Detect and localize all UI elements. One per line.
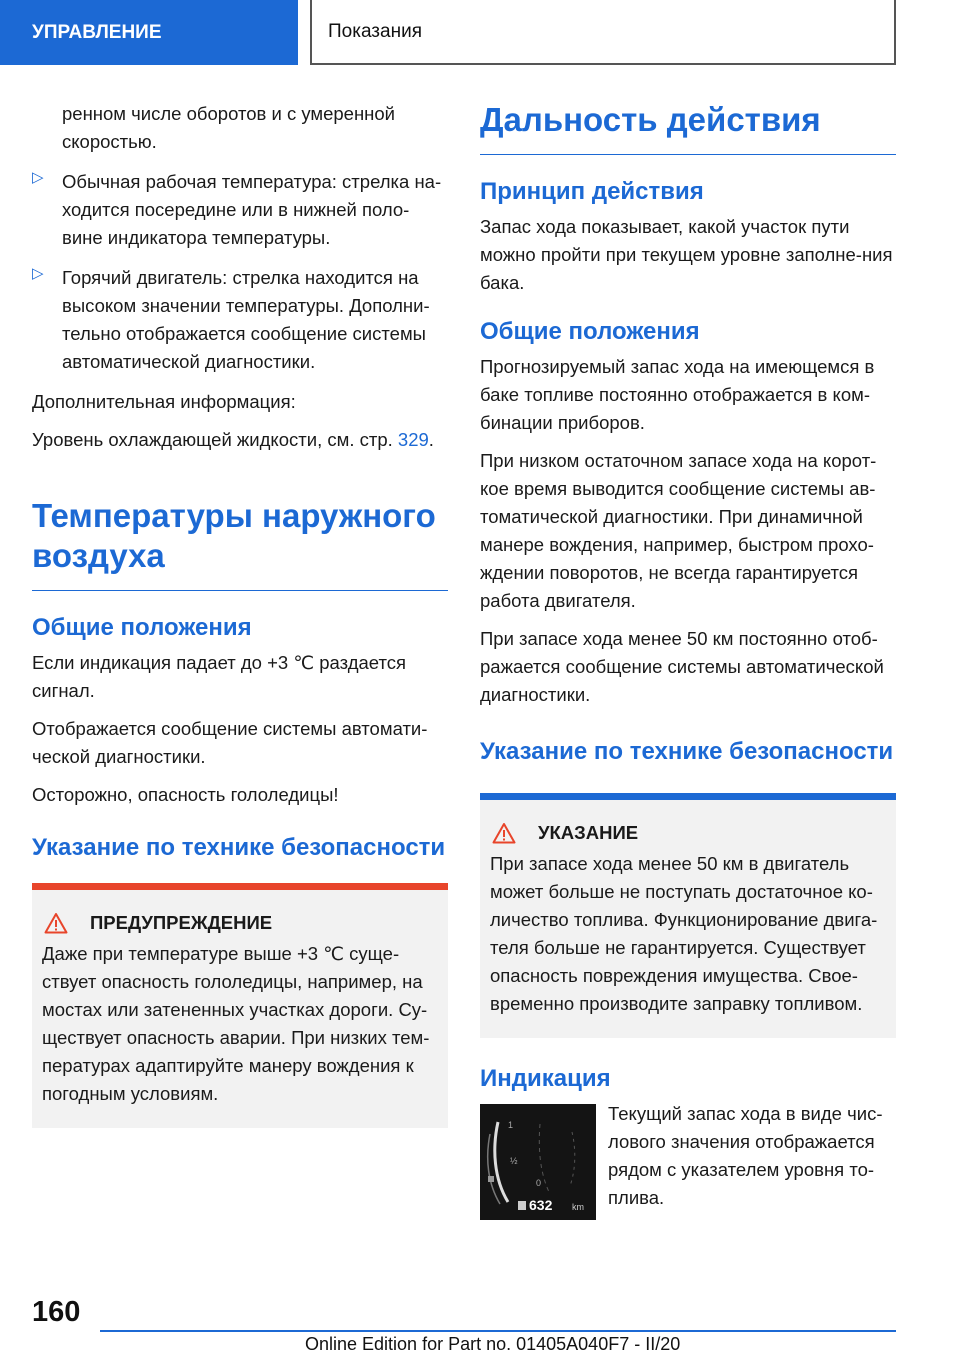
paragraph: Если индикация падает до +3 ℃ раздается сигнал. — [32, 652, 406, 701]
notice-text: При запасе хода менее 50 км в двигатель может больше не поступать достаточное ко-личество топлива. Функционирование двига-теля больше не гарантируется. Существует опасность повреждения имущества. Свое-временно производите заправку топливом. — [490, 853, 878, 1014]
subheading-principle: Принцип действия — [480, 178, 704, 205]
warning-box — [32, 883, 448, 1128]
range-unit: km — [572, 1202, 584, 1212]
section-title: УПРАВЛЕНИЕ — [32, 21, 162, 43]
footer-divider — [100, 1330, 896, 1332]
gauge-mark-half: ½ — [510, 1156, 518, 1166]
section-heading-range: Дальность действия — [480, 100, 896, 155]
indication-row — [480, 1100, 896, 1220]
info-text — [32, 426, 448, 454]
page-number: 160 — [32, 1296, 81, 1328]
info-text-body: Уровень охлаждающей жидкости, см. стр. — [32, 429, 398, 450]
topic-title: Показания — [328, 20, 422, 42]
warning-title-row — [42, 912, 438, 934]
indication-text: Текущий запас хода в виде чис-лового значения отображается рядом с указателем уровня то-плива. — [608, 1103, 883, 1208]
fuel-pump-icon — [518, 1201, 526, 1210]
continued-text: ренном числе оборотов и с умеренной скоростью. — [62, 103, 396, 152]
list-item — [32, 264, 448, 376]
list-item — [32, 168, 448, 252]
gauge-mark-full: 1 — [508, 1120, 514, 1130]
warning-triangle-icon — [492, 822, 516, 844]
warning-text: Даже при температуре выше +3 ℃ суще-ствует опасность гололедицы, например, на мостах или затененных участках дороги. Су-ществует опасность аварии. При низких тем-пературах адаптируйте манеру вождения к погодным условиям. — [42, 943, 430, 1104]
subheading-safety: Указание по технике безопасности — [32, 834, 446, 861]
subheading-safety: Указание по технике безопасности — [480, 738, 894, 765]
fuel-pump-icon — [488, 1176, 494, 1182]
info-label: Дополнительная информация: — [32, 391, 296, 412]
paragraph: При запасе хода менее 50 км постоянно отоб-ражается сообщение системы автоматической диагностики. — [480, 628, 884, 705]
warning-title: ПРЕДУПРЕЖДЕНИЕ — [90, 912, 273, 933]
triangle-bullet-icon: ▷ — [32, 265, 44, 282]
section-heading-outside-temp: Температуры наружного воздуха — [32, 496, 448, 591]
list-item-text: Обычная рабочая температура: стрелка на-ходится посередине или в нижней поло-вине индикатора температуры. — [62, 171, 442, 248]
subheading-indication: Индикация — [480, 1065, 611, 1092]
left-column — [32, 100, 448, 1128]
paragraph: При низком остаточном запасе хода на корот-кое время выводится сообщение системы ав-томатической диагностики. При динамичной манере вождения, например, быстром прохо-ждении поворотов, не всегда гарантируется работа двигателя. — [480, 450, 877, 611]
paragraph: Осторожно, опасность гололедицы! — [32, 784, 339, 805]
paragraph: Отображается сообщение системы автомати-ческой диагностики. — [32, 718, 428, 767]
range-value: 632 — [529, 1197, 553, 1213]
topic-header — [310, 0, 896, 65]
triangle-bullet-icon: ▷ — [32, 169, 44, 186]
notice-title-row — [490, 822, 886, 844]
right-column — [480, 100, 896, 1220]
page-link[interactable]: 329 — [397, 429, 429, 450]
footer-edition: Online Edition for Part no. 01405A040F7 - II/20 — [305, 1334, 681, 1354]
paragraph: Прогнозируемый запас хода на имеющемся в баке топливе постоянно отображается в ком-бинации приборов. — [480, 356, 875, 433]
subheading-general: Общие положения — [480, 318, 700, 345]
subheading-general: Общие положения — [32, 614, 252, 641]
warning-triangle-icon — [44, 912, 68, 934]
paragraph: Запас хода показывает, какой участок пути можно пройти при текущем уровне заполне-ния бака. — [480, 216, 893, 293]
section-tab[interactable] — [0, 0, 298, 65]
notice-box — [480, 793, 896, 1038]
fuel-gauge-image — [480, 1104, 596, 1220]
info-text-end: . — [428, 429, 434, 450]
gauge-mark-empty: 0 — [536, 1178, 542, 1188]
notice-title: УКАЗАНИЕ — [538, 822, 639, 843]
list-item-text: Горячий двигатель: стрелка находится на высоком значении температуры. Дополни-тельно отображается сообщение системы автоматической диагностики. — [62, 267, 430, 372]
